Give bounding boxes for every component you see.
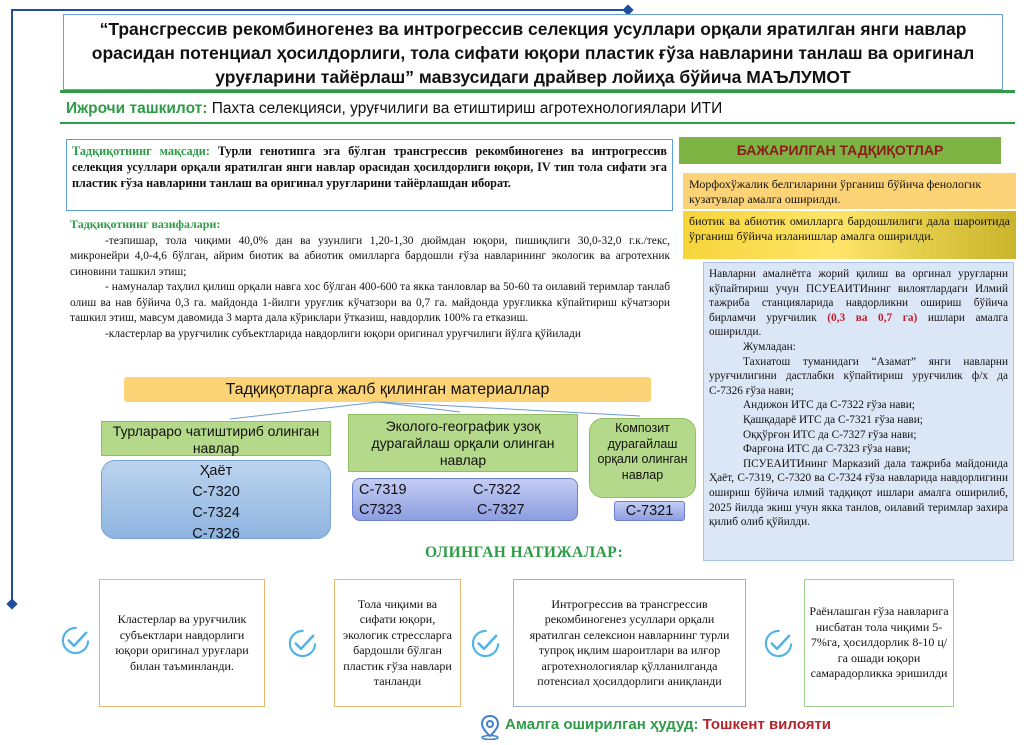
material-item: С-7322 xyxy=(473,482,521,498)
organization-line xyxy=(66,100,722,118)
material-group-1-list xyxy=(101,460,331,542)
material-group-2-title: Эколого-географик узоқ дурагайлаш орқали олинган навлар xyxy=(348,414,578,472)
frame-line-left xyxy=(11,9,13,604)
result-text: Раёнлашган ғўза навларига нисбатан тола чиқими 5-7%га, ҳосилдорлик 8-10 ц/га ошади юқори самарадорликка эришилди xyxy=(809,604,949,681)
arrow-line-middle xyxy=(378,402,460,412)
location-label: Амалга оширилган ҳудуд: xyxy=(505,716,699,733)
result-card xyxy=(804,579,954,707)
goal-text: Турли генотипга эга бўлган трансгрессив рекомбиногенез ва интрогрессив селекция усуллари орқали яратилган янги навлар орасидан ҳосилдорлиги юқори, IV тип тола сифати эга пластик ғўза навларини танлаш ва оригинал уруғларини тайёрлашдан иборат. xyxy=(72,144,667,190)
organization-label: Ижрочи ташкилот: xyxy=(66,100,208,117)
material-item: Ҳаёт xyxy=(199,463,233,479)
task-item: - намуналар таҳлил қилиш орқали навга хос бўлган 400-600 та якка танловлар ва 50-60 та оилавий теримлар танлаб олиш ва нав бўйича 0,3 га. майдонда 1-йилги уруғлик кўчатзори ва 0,7 га. майдонда уруғликка кўпайтириш кўчатзори ташкил этиш, мавсум давомида 3 марта дала кўриклари ўтказиш, навдорлик 100% га етказиш. xyxy=(70,281,670,324)
divider-green-bottom xyxy=(60,122,1015,124)
task-item: -кластерлар ва уруғчилик субъектларида навдорлиги юқори оригинал уруғчилиги йўлга қўйилади xyxy=(105,327,581,340)
material-item: С-7320 xyxy=(192,484,240,500)
check-circle-icon xyxy=(60,625,91,656)
result-card xyxy=(334,579,461,707)
done-item3-line: Жумладан: xyxy=(743,340,796,353)
material-item: С-7321 xyxy=(625,503,674,519)
location-line xyxy=(505,716,831,733)
results-title: ОЛИНГАН НАТИЖАЛАР: xyxy=(425,544,624,561)
result-card xyxy=(99,579,265,707)
task-item: -тезпишар, тола чиқими 40,0% дан ва узунлиги 1,20-1,30 дюймдан юқори, пишиқлиги 30,0-32,0 г.к./текс, микронейри 4,0-4,6 бўлган, айрим биотик ва абиотик омилларга бардошли ғўза навларининг экологик ва агротехник синовини ташкил этиш; xyxy=(70,234,670,278)
done-item3-line: Фарғона ИТС да С-7323 ғўза нави; xyxy=(743,443,911,456)
done-research-header: БАЖАРИЛГАН ТАДҚИҚОТЛАР xyxy=(679,137,1001,164)
result-text: Кластерлар ва уруғчилик субъектлари навдорлиги юқори оригинал уруғлари билан таъминланди. xyxy=(115,612,249,673)
material-item: С-7324 xyxy=(192,505,240,521)
organization-value: Пахта селекцияси, уруғчилиги ва етиштириш агротехнологиялари ИТИ xyxy=(211,100,723,117)
material-item: С-7319 xyxy=(359,482,407,498)
materials-header: Тадқиқотларга жалб қилинган материаллар xyxy=(124,377,651,402)
done-item3-line: Андижон ИТС да С-7322 ғўза нави; xyxy=(743,399,915,412)
material-item: С-7326 xyxy=(192,526,240,542)
material-group-3-title: Композит дурагайлаш орқали олинган навлар xyxy=(589,418,696,498)
done-item3-area: (0,3 ва 0,7 га) xyxy=(827,311,918,324)
material-item: С-7327 xyxy=(477,502,525,518)
done-research-item-3 xyxy=(703,262,1014,561)
done-item3-line: ПСУЕАИТИнинг Марказий дала тажриба майдонида Ҳаёт, С-7319, С-7320 ва С-7324 ғўза навларида навдорлигини ошириш бўйича илмий тадқиқот ишлари амалга оширилиб, 2025 йилда экиш учун якка танлов, оилавий теримлар захира қилиб олиб қўйилди. xyxy=(709,457,1008,529)
check-circle-icon xyxy=(763,628,794,659)
goal-label: Тадқиқотнинг мақсади: xyxy=(72,144,210,158)
material-group-3-list xyxy=(614,501,685,521)
done-item3-line: Қашқадарё ИТС да С-7321 ғўза нави; xyxy=(743,413,923,426)
location-value: Тошкент вилояти xyxy=(702,716,832,733)
location-pin-icon xyxy=(478,714,502,740)
result-text: Интрогрессив ва трансгрессив рекомбиногенез усуллари орқали яратилган селексион навларнинг турли тупроқ иқлим шароитлари ва илғор агротехнологиялар қўлланилганда потенсиал ҳосилдорлиги аниқланди xyxy=(529,596,730,688)
material-item: С7323 xyxy=(359,502,402,518)
done-research-item-2: биотик ва абиотик омилларга бардошлилиги дала шароитида ўрганиш бўйича изланишлар амалга оширилди. xyxy=(683,211,1016,259)
done-item3-intro: Навларни амалиётга жорий қилиш ва оргинал уруғларни кўпайтириш учун ПСУЕАИТИнинг вилоятлардаги Илмий тажриба станцияларида навдорликни ошириш бўйича бирламчи уруғчилик xyxy=(709,268,1008,324)
result-text: Тола чиқими ва сифати юқори, экологик стрессларга бардошли бўлган пластик ғўза навлари танланди xyxy=(343,596,452,688)
material-group-2-list xyxy=(352,478,578,521)
tasks-section xyxy=(70,217,670,342)
done-item3-after: ишлари амалга оширилди. xyxy=(709,311,1008,339)
material-group-1-title: Турлараро чатиштириб олинган навлар xyxy=(101,421,331,456)
done-research-item-1: Морфохўжалик белгиларини ўрганиш бўйича фенологик кузатувлар амалга оширилди. xyxy=(683,173,1016,209)
frame-diamond-bottom xyxy=(6,598,17,609)
check-circle-icon xyxy=(470,628,501,659)
done-item3-line: Оққўрғон ИТС да С-7327 ғўза нави; xyxy=(743,428,917,441)
tasks-label: Тадқиқотнинг вазифалари: xyxy=(70,217,221,231)
document-title: “Трансгрессив рекомбиногенез ва интрогрессив селекция усуллари орқали яратилган янги навлар орасидан потенциал ҳосилдорлиги, тола сифати юқори пластик ғўза навларини танлаш ва оригинал уруғларини тайёрлаш” мавзусидаги драйвер лойиҳа бўйича МАЪЛУМОТ xyxy=(63,14,1003,90)
result-card xyxy=(513,579,746,707)
frame-line-top xyxy=(11,9,628,11)
done-item3-line: Тахиатош туманидаги “Азамат” янги навларни уруғчилигини дастлабки кўпайтириш уруғчилик ф/х да С-7326 ғўза нави; xyxy=(709,355,1008,397)
divider-green-top xyxy=(60,90,1015,93)
check-circle-icon xyxy=(287,628,318,659)
done-item3-paragraph xyxy=(709,267,1008,340)
goal-box xyxy=(66,139,673,211)
